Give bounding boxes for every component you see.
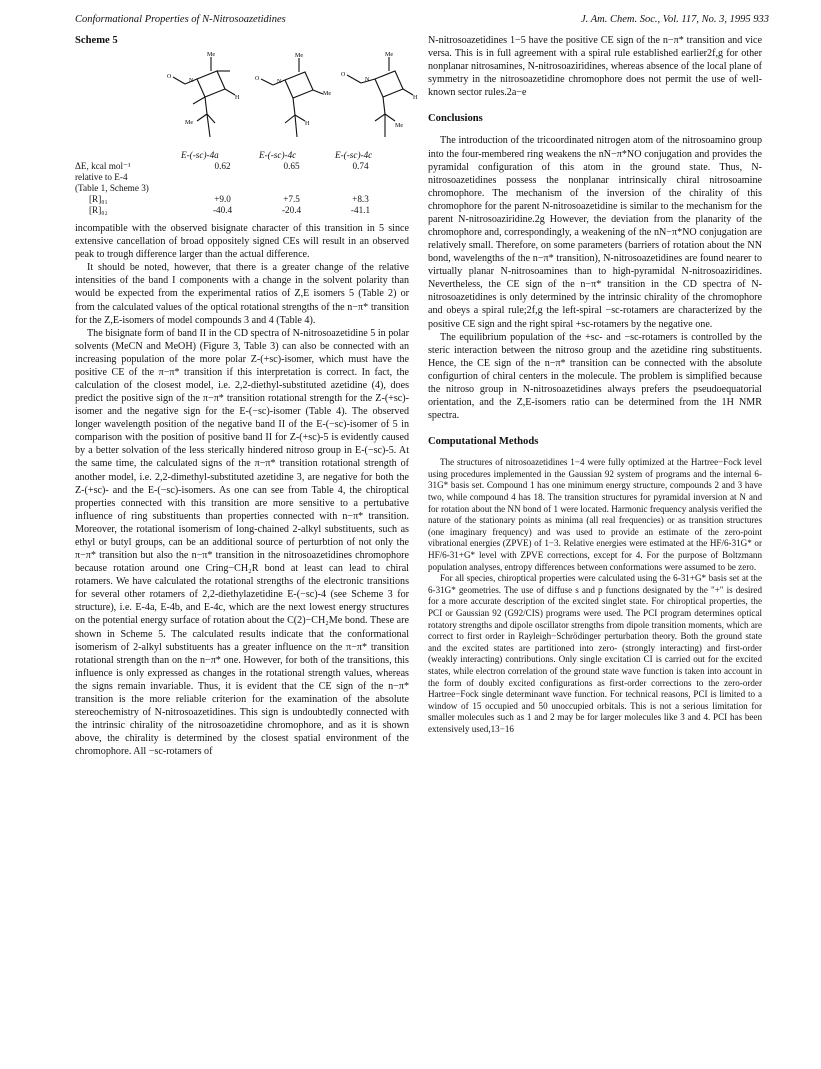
left-column [75,34,418,758]
body-paragraph: The introduction of the tricoordinated nitrogen atom of the nitrosoamino group into the four-membered ring weakens the nN−π*NO conjugation and provides the pyramidal configuration of this atom in the ground state. Thus, N-nitrosoazetidines possess the nonplanar intrinsically chiral nitrosoamine chromophore. The mechanism of the inversion of the chirality of this chromophore for the parent N-nitrosoazetidine is similar to the mechanism for the parent N-nitrosoaziridine.2g However, the deviation from the planarity of the chromophore and, correspondingly, a weakening of the nN−π*NO conjugation are relatively small. Therefore, on some parameters (barriers of rotation about the NN bond, wavelengths of the n−π* transition), N-nitrosoazetidines are found nearer to virtually planar N-nitrosoamines than to high-pyramidal N-nitrosoaziridines. Nevertheless, the CE sign of the n−π* transition in the CD spectra of N-nitrosoazetidines is only determined by the intrinsic chirality of the chromophore and obeys a spiral rule;2f,g the left-spiral −sc-rotamers are characterized by the positive CE sign and the right spiral +sc-rotamers by the negative one. [428,135,762,330]
table-cell: -41.1 [350,205,371,216]
section-heading-conclusions: Conclusions [428,113,483,125]
molecule-3-me-bottom: Me [395,123,403,130]
table-row [75,205,395,216]
molecule-2-o: O [255,76,260,83]
methods-text [428,457,762,735]
table-cell [257,183,326,194]
body-paragraph: N-nitrosoazetidines 1−5 have the positive CE sign of the n−π* transition and vice versa. This is in full agreement with a spiral rule established earlier2f,g for other nonplanar nitrosamines, N-nitrosoaziridines, whereas absence of the local plane of symmetry in the nitrosoazetidine chromophore does not permit the use of well-known sector rules.2a−e [428,35,762,99]
table-cell: 0.74 [352,161,369,172]
molecule-structure-2 [243,49,343,149]
molecule-1-o: O [167,74,172,81]
running-header-citation: J. Am. Chem. Soc., Vol. 117, No. 3, 1995 933 [580,14,769,25]
molecule-label-1: E-(-sc)-4a [181,150,219,161]
molecule-labels [75,149,409,161]
molecule-3-o: O [341,72,346,79]
molecule-label-2: E-(-sc)-4c [259,150,297,161]
table-row [75,161,395,172]
molecule-1-h: H [235,95,240,102]
body-paragraph: incompatible with the observed bisignate character of this transition in 5 since extensive cancellation of broad oppositely signed CEs will result in an observed peak to trough difference larger than the actual difference. [75,223,409,261]
table-cell: 0.62 [214,161,231,172]
scheme-structures [75,49,418,149]
body-paragraph: For all species, chiroptical properties were calculated using the 6-31+G* basis set at the 6-31G* geometries. The use of diffuse s and p functions designated by the "+" is desired for a more accurate description of the excited singlet state. For chiroptical properties, the PCI or Gaussian 92 (G92/CIS) programs were used. The PCI program determines optical rotatory strengths and dipole oscillator strengths from dipole transition moments, which are correct to first order in Rayleigh−Schrödinger perturbation theory. Both the ground state and the excited states are partitioned into zero- (strongly interacting) and first-order (weakly interacting) contributions. Only single excitation CI is carried out for the excited states, while electron correlation of the ground state wave function is taken into account in the form of doubly excited configurations as first-order corrections to the zero-order Hartree−Fock single determinant wave function. For technical reasons, PCI is limited to a window of 15 occupied and 50 unoccupied orbitals. This is not a serious limitation for smaller molecules such as 1 and 2 may be for larger molecules like 3 and 4. PCI has been extensively used,13−16 [428,573,762,734]
table-cell: 0.65 [283,161,300,172]
body-paragraph: It should be noted, however, that there is a greater change of the relative intensities of the band I components with a change in the solvent polarity than would be expected from the experimental ratios of Z,E isomers 5 (Table 2) or from the calculated values of the optical rotational strengths of the n−π* transition for the Z,E-isomers of model compounds 3 and 4 (Table 4). [75,262,409,326]
body-paragraph: The bisignate form of band II in the CD spectra of N-nitrosoazetidine 5 in polar solvents (MeCN and MeOH) (Figure 3, Table 3) can also be connected with an increasing population of the more polar Z-(+sc)-isomer, which must have the positive CE of the π−π* transition if this interpretation is correct. In fact, the calculation of the closest model, i.e. 2,2-diethyl-substituted azetidine (4), does predict the positive sign of the π−π* transition rotational strength for the Z-(+sc)-isomer and the negative sign for the E-(−sc)-isomer (Table 4). The observed longer wavelength position of the negative band II of the E-(−sc)-isomer of 5 in comparison with the position of positive band II for Z-(+sc)-5 is evidently caused by a better solvation of the less sterically hindered nitroso group in E-(−sc)-5. At the same time, the calculated signs of the π−π* transition rotational strength of another model, i.e. 2,2-dimethyl-substituted azetidine 3, are negative for both the Z-(+sc)- and the E-(−sc)-isomers. As one can see from Table 4, the chiroptical properties connected with this transition are more sensitive to a pertubative influence of ring substituents than properties connected with n−π* transition. Moreover, the rotational isomerism of long-chained 2-alkyl substituents, such as ethyl or butyl groups, can be an additional source of perturbtion of not only the π−π* transition but also the n−π* transition in the nitrosoazetidines chromophore because rotation around one Cring−CH₂R bond at least can lead to chiral rotamers. We have calculated the rotational strengths of the electronic transitions for several other rotamers of 2,2-diethylazetidine E-(−sc)-4 (see Scheme 3 for structure), i.e. E-4a, E-4b, and E-4c, which are the next lowest energy structures on the potential energy surface of rotation about the C(2)−CH₂Me bond. These are shown in Scheme 5. The calculated results indicate that the conformational isomerism of 2-alkyl substituents has a greater influence on the π−π* transition rotational strength than on the n−π* one. However, for both of the transitions, this influence is only expressed as changes in the rotational strength values, whereas the signs remain invariable. Thus, it is evident that the CE sign of the n−π* transition is the more reliable criterion for the examination of the absolute stereochemistry of N-nitrosoazetidines. This sign is undoubtedly connected with the intrinsic chirality of the nitrosoazetidine chromophore, and as it is shown above, the chirality is determined by the closest spatial environment of the chromophore. All −sc-rotamers of [75,327,409,758]
table-cell [326,172,395,183]
table-cell: +7.5 [283,194,300,205]
molecule-1-me-top: Me [207,52,215,59]
table-cell [188,183,257,194]
body-paragraph: The structures of nitrosoazetidines 1−4 were fully optimized at the Hartree−Fock level using procedures implemented in the Gaussian 92 system of programs and the internal 6-31G* basis set. Compound 1 has one minimum energy structure, compounds 2 and 3 have two, while compound 4 has 18. The transition structures for pyramidal inversion at N and for rotation about the NN bond of 1 were located. Harmonic frequency analysis verified the nature of the stationary points as minima (all real frequencies) or as transition structures (one imaginary frequency) and was used to provide an estimate of the zero-point vibrational energies (ZPVE) of 1−3. Relative energies were estimated at the HF/6-31G* or HF/6-31+G* level with ZPVE corrections, except for 4. For the purpose of Boltzmann population analyses, entropy differences between conformations were assumed to be zero. [428,457,762,572]
row-label: [R]₀₂ [89,205,108,216]
row-label: (Table 1, Scheme 3) [75,183,149,194]
molecule-2-h: H [305,121,310,128]
molecule-2-n: N [277,79,282,86]
table-cell: -20.4 [281,205,302,216]
scheme-title: Scheme 5 [75,35,118,46]
molecule-3-h: H [413,95,418,102]
table-cell [257,172,326,183]
body-paragraph: The equilibrium population of the +sc- and −sc-rotamers is controlled by the steric interaction between the nitroso group and the azetidine ring substituents. Hence, the CE sign of the n−π* transition can be connected with the absolute configurtion of chiral centers in the molecule. The problem is simplified because the nitroso group in N-nitrosoazetidines always prefers the pseudoequatorial orientation, and the Z,E-isomers ratio can be determined from the 1H NMR spectra. [428,331,762,422]
table-row [75,194,395,205]
table-row [75,183,395,194]
table-cell [188,172,257,183]
row-label: relative to E-4 [75,172,128,183]
row-label: [R]₀₁ [89,194,108,205]
table-cell: -40.4 [213,205,233,216]
molecule-structure-1 [155,49,255,149]
scheme-table [75,161,395,216]
molecule-2-me-top: Me [295,53,303,60]
molecule-3-me-top: Me [385,52,393,59]
molecule-1-me-bottom: Me [185,120,193,127]
molecule-label-3: E-(-sc)-4c [335,150,373,161]
molecule-1-n: N [189,78,194,85]
table-row [75,172,395,183]
running-header-title: Conformational Properties of N-Nitrosoazetidines [75,14,286,25]
table-cell [326,183,395,194]
table-cell: +9.0 [214,194,231,205]
molecule-structure-3 [333,49,433,149]
row-label: ΔE, kcal mol⁻¹ [75,161,131,172]
section-heading-methods: Computational Methods [428,436,539,448]
molecule-2-me-right: Me [323,91,331,98]
molecule-3-n: N [365,77,370,84]
table-cell: +8.3 [352,194,369,205]
right-column [428,34,762,736]
